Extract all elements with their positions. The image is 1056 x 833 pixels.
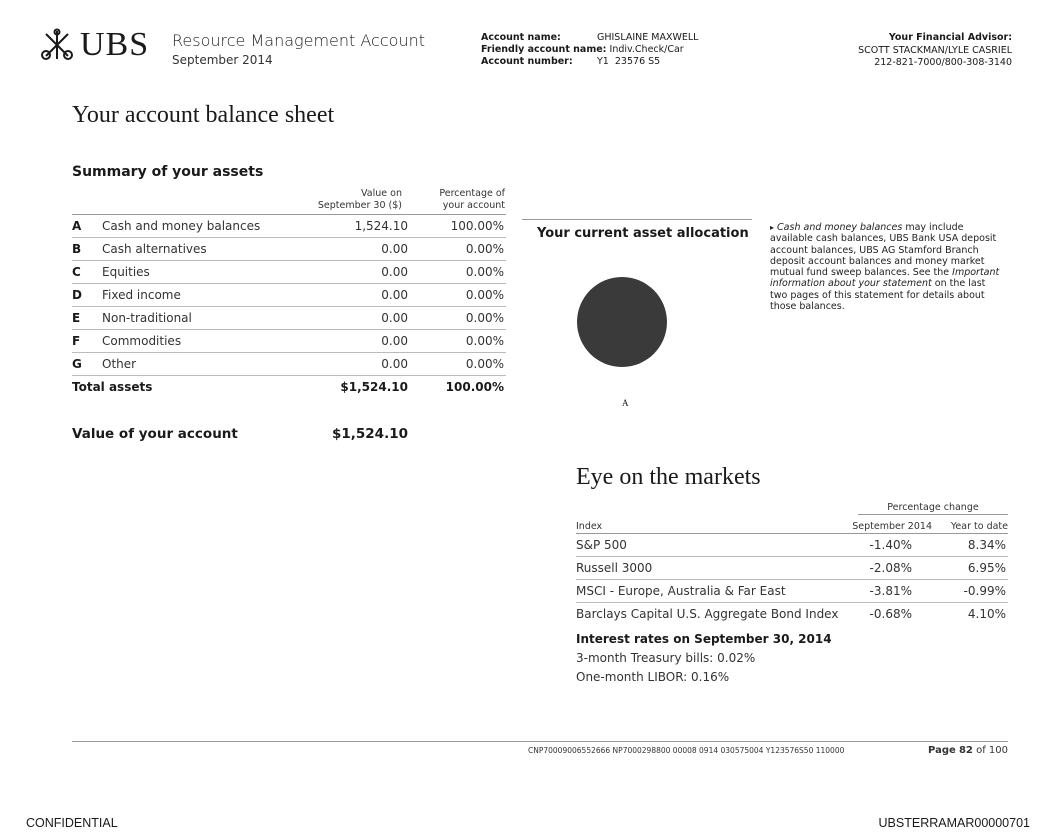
ytd-change: -0.99%	[963, 584, 1006, 598]
row-pct: 0.00%	[465, 288, 504, 302]
row-pct: 0.00%	[465, 334, 504, 348]
note-text-2: on the last two pages of this statement for details about those balances.	[770, 278, 986, 313]
table-row	[72, 284, 506, 307]
account-name-value: GHISLAINE MAXWELL	[597, 32, 699, 43]
markets-group-header	[576, 502, 1008, 517]
total-row	[72, 376, 506, 398]
interest-rates-title: Interest rates on September 30, 2014	[576, 632, 832, 646]
row-pct: 0.00%	[465, 311, 504, 325]
value-col-header-2: September 30 ($)	[317, 200, 402, 211]
page-label: Page	[928, 745, 956, 756]
assets-table	[72, 188, 506, 398]
row-category: Cash alternatives	[102, 242, 207, 256]
table-row	[72, 238, 506, 261]
account-number-value: Y1 23576 S5	[597, 56, 661, 67]
account-value-row	[72, 426, 412, 442]
advisor-names: SCOTT STACKMAN/LYLE CASRIEL	[858, 44, 1012, 56]
table-row	[72, 261, 506, 284]
index-name: S&P 500	[576, 538, 627, 552]
friendly-name-label: Friendly account name:	[481, 44, 607, 55]
row-category: Other	[102, 357, 137, 371]
bates-number: UBSTERRAMAR00000701	[878, 816, 1030, 830]
rate-treasury: 3-month Treasury bills: 0.02%	[576, 651, 756, 665]
row-pct: 100.00%	[450, 219, 504, 233]
row-pct: 0.00%	[465, 265, 504, 279]
note-italic-cash: Cash and money balances	[777, 222, 903, 233]
pct-change-header: Percentage change	[858, 502, 1008, 515]
table-row	[72, 215, 506, 238]
row-value: 1,524.10	[354, 219, 408, 233]
page-number	[928, 745, 1008, 756]
index-col-header: Index	[576, 521, 603, 532]
account-value: $1,524.10	[331, 426, 408, 442]
row-category: Cash and money balances	[102, 219, 261, 233]
ytd-change: 8.34%	[967, 538, 1006, 552]
pie-slice-label: A	[622, 398, 629, 408]
account-name-label: Account name:	[481, 32, 561, 43]
table-row	[576, 557, 1008, 580]
footer-code: CNP70009006552666 NP7000298800 00008 0914 030575004 Y123576S50 110000	[528, 746, 845, 755]
confidential-stamp: CONFIDENTIAL	[26, 816, 118, 830]
row-value: 0.00	[381, 288, 408, 302]
row-letter: C	[72, 265, 81, 279]
page-of: of	[976, 745, 986, 756]
total-value: $1,524.10	[340, 380, 408, 394]
row-category: Equities	[102, 265, 150, 279]
markets-title: Eye on the markets	[576, 464, 761, 490]
table-row	[576, 603, 1008, 625]
summary-title: Summary of your assets	[72, 164, 264, 180]
advisor-label: Your Financial Advisor:	[888, 32, 1012, 43]
page-current: 82	[958, 745, 973, 756]
row-value: 0.00	[381, 311, 408, 325]
row-value: 0.00	[381, 334, 408, 348]
pct-col-header-2: your account	[442, 200, 505, 211]
markets-col-header	[576, 517, 1008, 534]
table-row	[72, 353, 506, 376]
row-category: Fixed income	[102, 288, 181, 302]
month-change: -2.08%	[869, 561, 912, 575]
row-letter: E	[72, 311, 81, 325]
month-change: -1.40%	[869, 538, 912, 552]
total-pct: 100.00%	[445, 380, 504, 394]
row-value: 0.00	[381, 265, 408, 279]
table-row	[576, 534, 1008, 557]
pct-col-header-1: Percentage of	[439, 188, 505, 199]
account-value-label: Value of your account	[72, 426, 238, 442]
allocation-pie-chart	[576, 276, 668, 368]
row-pct: 0.00%	[465, 242, 504, 256]
allocation-title: Your current asset allocation	[537, 226, 749, 241]
ytd-change: 6.95%	[967, 561, 1006, 575]
row-category: Commodities	[102, 334, 182, 348]
row-pct: 0.00%	[465, 357, 504, 371]
advisor-phones: 212-821-7000/800-308-3140	[874, 57, 1012, 68]
page-total: 100	[988, 745, 1008, 756]
month-col-header: September 2014	[852, 521, 932, 532]
value-col-header-1: Value on	[361, 188, 402, 199]
row-letter: B	[72, 242, 82, 256]
table-row	[72, 330, 506, 353]
row-letter: G	[72, 357, 82, 371]
financial-advisor	[858, 32, 1012, 70]
note-text-1: may include available cash balances, UBS Bank USA deposit account balances, UBS AG Stamford Branch deposit account balances and money market mutual fund sweep balances. See the	[770, 222, 997, 279]
pie-slice-A	[577, 277, 667, 367]
total-label: Total assets	[72, 380, 153, 394]
index-name: Russell 3000	[576, 561, 653, 575]
index-name: MSCI - Europe, Australia & Far East	[576, 584, 786, 598]
month-change: -3.81%	[869, 584, 912, 598]
note-italic-important: Important information about your statement	[770, 267, 1000, 290]
row-category: Non-traditional	[102, 311, 192, 325]
account-info	[481, 32, 698, 68]
index-name: Barclays Capital U.S. Aggregate Bond Index	[576, 607, 839, 621]
account-number-label: Account number:	[481, 56, 573, 67]
bullet-arrow-icon: ▸	[770, 223, 775, 232]
row-value: 0.00	[381, 242, 408, 256]
ubs-keys-icon	[40, 28, 74, 62]
ytd-col-header: Year to date	[950, 521, 1008, 532]
ubs-logo	[40, 26, 149, 64]
statement-period: September 2014	[172, 53, 273, 67]
page-title: Your account balance sheet	[72, 102, 335, 128]
table-row	[576, 580, 1008, 603]
row-letter: D	[72, 288, 82, 302]
month-change: -0.68%	[869, 607, 912, 621]
markets-table	[576, 502, 1008, 625]
rate-libor: One-month LIBOR: 0.16%	[576, 670, 730, 684]
table-row	[72, 307, 506, 330]
document-title: Resource Management Account	[172, 31, 425, 50]
brand-name: UBS	[80, 26, 150, 63]
divider	[522, 219, 752, 220]
assets-table-header	[72, 188, 506, 215]
row-letter: A	[72, 219, 82, 233]
row-letter: F	[72, 334, 81, 348]
friendly-name-value: Indiv.Check/Car	[609, 44, 684, 55]
allocation-note	[770, 222, 1000, 312]
ytd-change: 4.10%	[967, 607, 1006, 621]
footer-divider	[72, 741, 1008, 742]
row-value: 0.00	[381, 357, 408, 371]
